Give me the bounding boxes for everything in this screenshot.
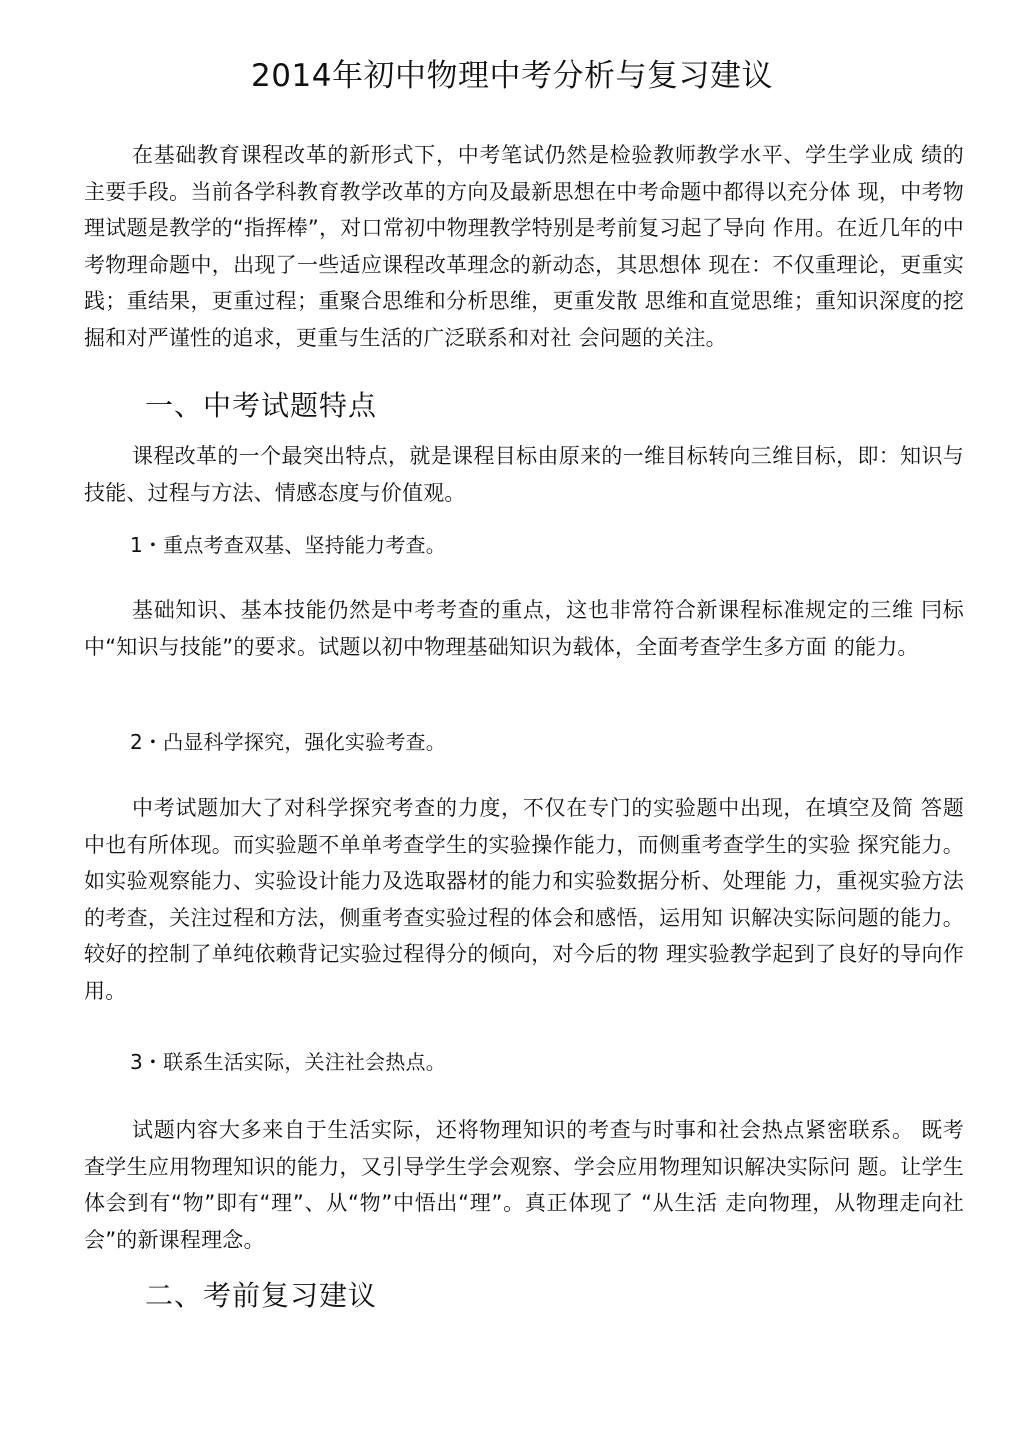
item-3-label: 3・联系生活实际，关注社会热点。 bbox=[130, 1050, 446, 1074]
item-1-paragraph: 基础知识、基本技能仍然是中考考查的重点，这也非常符合新课程标准规定的三维 冃标中“知识与技能”的要求。试题以初中物理基础知识为载体，全面考查学生多方面 的能力。 bbox=[84, 598, 964, 659]
item-2-paragraph: 中考试题加大了对科学探究考查的力度，不仅在专门的实验题中出现，在填空及简 答题中也有所体现。而实验题不单单考查学生的实验操作能力，而侧重考查学生的实验 探究能力。如实验观察能力、实验设计能力及选取器材的能力和实验数据分析、处理能 力，重视实验方法的考查，关注过程和方法，侧重考查实验过程的体会和感悟，运用知 识解决实际问题的能力。较好的控制了单纯依赖背记实验过程得分的倾向，对今后的物 理实验教学起到了良好的导向作用。 bbox=[84, 796, 964, 1003]
section-heading-1: 一、中考试题特点 bbox=[145, 389, 378, 422]
item-1-label: 1・重点考查双基、坚持能力考查。 bbox=[130, 533, 446, 557]
document-title: 2014年初中物理中考分析与复习建议 bbox=[251, 58, 773, 94]
item-3-paragraph: 试题内容大多来自于生活实际，还将物理知识的考查与时事和社会热点紧密联系。 既考查学生应用物理知识的能力，又引导学生学会观察、学会应用物理知识解决实际问 题。让学生体会到有“物”即有“理”、从“物”中悟出“理”。真正体现了 “从生活 走向物理，从物理走向社会”的新课程理念。 bbox=[84, 1118, 964, 1252]
intro-paragraph: 在基础教育课程改革的新形式下，中考笔试仍然是检验教师教学水平、学生学业成 绩的主要手段。当前各学科教育教学改革的方向及最新思想在中考命题中都得以充分体 现，中考物理试题是教学的“指挥棒”，对口常初中物理教学特别是考前复习起了导向 作用。在近几年的中考物理命题中，出现了一些适应课程改革理念的新动态，其思想体 现在：不仅重理论，更重实践；重结果，更重过程；重聚合思维和分析思维，更重发散 思维和直觉思维；重知识深度的挖掘和对严谨性的追求，更重与生活的广泛联系和对社 会问题的关注。 bbox=[84, 143, 964, 350]
section1-intro-paragraph: 课程改革的一个最突出特点，就是课程目标由原来的一维目标转向三维目标，即：知识与技能、过程与方法、情感态度与价值观。 bbox=[84, 444, 964, 505]
item-2-label: 2・凸显科学探究，强化实验考查。 bbox=[130, 730, 446, 754]
section-heading-2: 二、考前复习建议 bbox=[145, 1279, 378, 1312]
